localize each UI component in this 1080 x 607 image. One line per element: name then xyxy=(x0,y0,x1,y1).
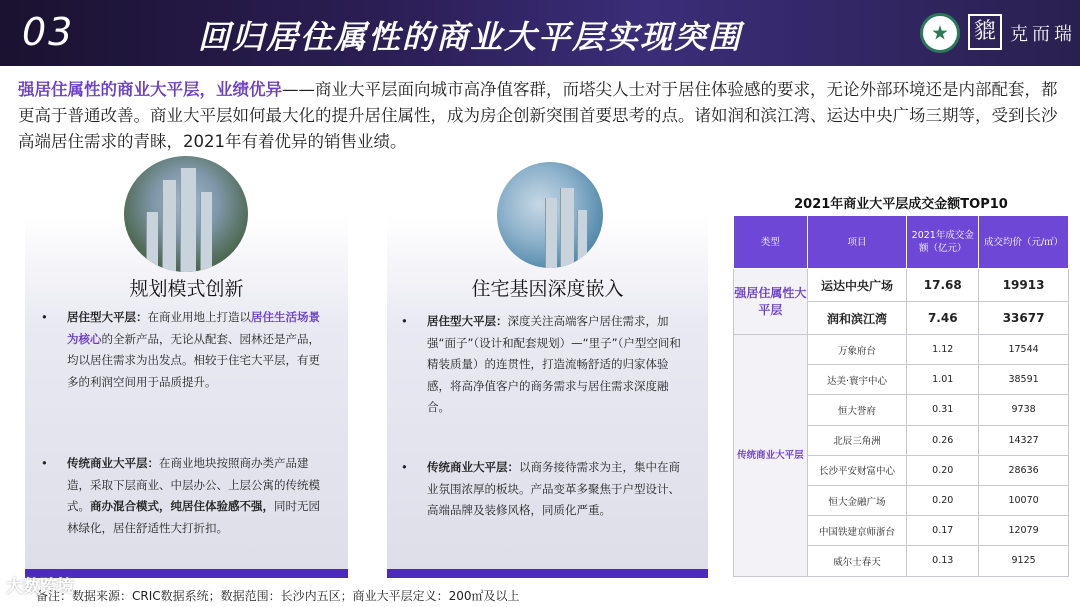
bullet-icon: • xyxy=(401,460,408,474)
price-cell: 33677 xyxy=(979,302,1069,335)
table-header-row xyxy=(734,216,1069,269)
column-header: 成交均价（元/㎡） xyxy=(979,216,1069,269)
bullet-residential xyxy=(41,307,325,393)
bullet-text: 以商务接待需求为主，集中在商业氛围浓厚的板块。产品变革多聚焦于户型设计、高端品牌及装修风格，同质化严重。 xyxy=(427,460,680,517)
column-header: 2021年成交金额（亿元） xyxy=(907,216,979,269)
brand-seal-icon: 貔 xyxy=(968,14,1002,50)
price-cell: 9738 xyxy=(979,395,1069,425)
project-cell: 中国铁建京师浙台 xyxy=(807,516,907,546)
bullet-head: 居住型大平层： xyxy=(427,314,508,328)
amount-cell: 17.68 xyxy=(907,269,979,302)
price-cell: 28636 xyxy=(979,455,1069,485)
bullet-traditional xyxy=(401,457,689,522)
intro-lead: 强居住属性的商业大平层，业绩优异 xyxy=(18,80,282,99)
price-cell: 12079 xyxy=(979,516,1069,546)
project-cell: 万象府台 xyxy=(807,335,907,365)
intro-paragraph xyxy=(18,77,1063,155)
category-cell: 传统商业大平层 xyxy=(734,335,808,577)
column-header: 项目 xyxy=(807,216,907,269)
column-header: 类型 xyxy=(734,216,808,269)
table-title: 2021年商业大平层成交金额TOP10 xyxy=(794,197,1008,212)
source-note: 备注：数据来源：CRIC数据系统；数据范围：长沙内五区；商业大平层定义：200㎡及以上 xyxy=(36,589,520,603)
bullet-highlight: 居住生活场景为核心 xyxy=(67,310,320,346)
bullet-text: 深度关注高端客户居住需求，加强“面子”（设计和配套规划）—“里子”（户型空间和精装质量）的连贯性，打造流畅舒适的归家体验感，将高净值客户的商务需求与居住需求深度融合。 xyxy=(427,314,681,414)
page-title: 回归居住属性的商业大平层实现突围 xyxy=(198,18,743,56)
riverside-photo-image xyxy=(497,162,603,268)
bullet-text: 在商业用地上打造以 xyxy=(147,310,251,324)
amount-cell: 7.46 xyxy=(907,302,979,335)
bullet-bold: 商办混合模式，纯居住体验感不强， xyxy=(90,499,274,513)
project-cell: 运达中央广场 xyxy=(807,269,907,302)
bullet-text: 在商业地块按照商办类产品建造，采取下层商业、中层办公、上层公寓的传统模式。 xyxy=(67,456,320,513)
brand-emblem-icon xyxy=(920,13,960,53)
bullet-text: 的全新产品，无论从配套、园林还是产品，均以居住需求为出发点。相较于住宅大平层，有更多的利润空间用于品质提升。 xyxy=(67,331,320,389)
watermark: 大数跨境 xyxy=(6,577,74,597)
amount-cell: 0.26 xyxy=(907,425,979,455)
amount-cell: 1.01 xyxy=(907,365,979,395)
table-row xyxy=(734,269,1069,302)
amount-cell: 1.12 xyxy=(907,335,979,365)
header-banner xyxy=(0,0,1080,66)
bullet-traditional xyxy=(41,453,325,539)
price-cell: 17544 xyxy=(979,335,1069,365)
card-accent-bar xyxy=(387,569,708,578)
project-cell: 恒大金融广场 xyxy=(807,485,907,515)
card-title: 住宅基因深度嵌入 xyxy=(471,278,624,300)
building-photo-image xyxy=(124,156,248,272)
bullet-head: 居住型大平层： xyxy=(67,310,148,324)
project-cell: 长沙平安财富中心 xyxy=(807,455,907,485)
bullet-icon: • xyxy=(41,456,48,470)
amount-cell: 0.31 xyxy=(907,395,979,425)
bullet-residential xyxy=(401,311,689,419)
amount-cell: 0.20 xyxy=(907,455,979,485)
price-cell: 10070 xyxy=(979,485,1069,515)
project-cell: 达美·寰宇中心 xyxy=(807,365,907,395)
bullet-text: 同时无园林绿化，居住舒适性大打折扣。 xyxy=(67,499,320,535)
price-cell: 38591 xyxy=(979,365,1069,395)
price-cell: 9125 xyxy=(979,546,1069,576)
price-cell: 19913 xyxy=(979,269,1069,302)
card-residential-gene xyxy=(387,216,708,578)
bullet-head: 传统商业大平层： xyxy=(67,456,159,470)
amount-cell: 0.17 xyxy=(907,516,979,546)
amount-cell: 0.13 xyxy=(907,546,979,576)
section-number: 03 xyxy=(22,10,75,54)
table-row xyxy=(734,335,1069,365)
bullet-head: 传统商业大平层： xyxy=(427,460,519,474)
intro-body: ——商业大平层面向城市高净值客群，而塔尖人士对于居住体验感的要求，无论外部环境还是内部配套，都更高于普通改善。商业大平层如何最大化的提升居住属性，成为房企创新突围首要思考的点。诸如润和滨江湾、运达中央广场三期等，受到长沙高端居住需求的青睐，2021年有着优异的销售业绩。 xyxy=(18,80,1058,151)
project-cell: 北辰三角洲 xyxy=(807,425,907,455)
project-cell: 威尔士春天 xyxy=(807,546,907,576)
top10-table xyxy=(733,215,1069,577)
category-cell: 强居住属性大平层 xyxy=(734,269,808,335)
bullet-icon: • xyxy=(401,314,408,328)
card-title: 规划模式创新 xyxy=(129,278,244,300)
price-cell: 14327 xyxy=(979,425,1069,455)
project-cell: 恒大誉府 xyxy=(807,395,907,425)
bullet-icon: • xyxy=(41,310,48,324)
brand-name: 克而瑞 xyxy=(1010,24,1076,45)
amount-cell: 0.20 xyxy=(907,485,979,515)
project-cell: 润和滨江湾 xyxy=(807,302,907,335)
